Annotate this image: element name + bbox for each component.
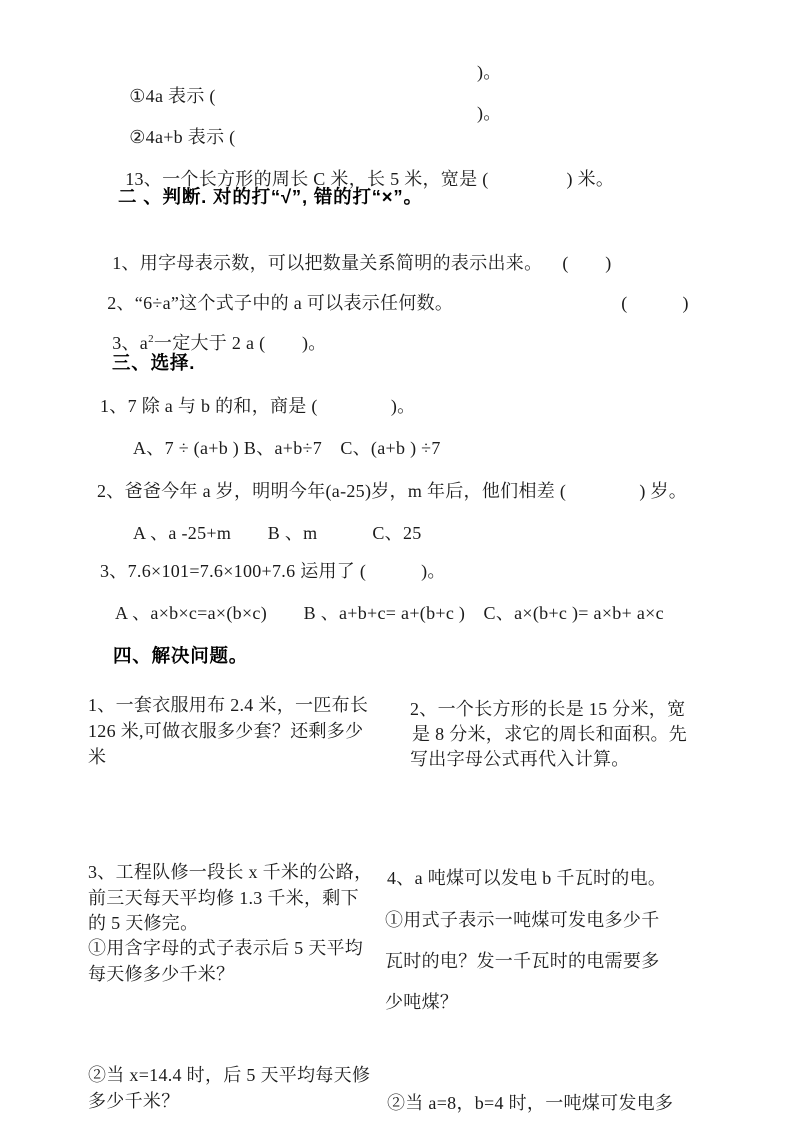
solve-p4-sub1-line-2: 瓦时的电？发一千瓦时的电需要多 [385, 951, 660, 971]
solve-p3-line-1: 3、工程队修一段长 x 千米的公路， [88, 862, 373, 882]
solve-p4-sub1-line-3: 少吨煤？ [385, 992, 459, 1012]
solve-section-heading: 四、解决问题。 [113, 645, 249, 666]
solve-p1-line-2: 126 米,可做衣服多少套？还剩多少 [88, 721, 364, 741]
fill-item-1-text: ①4a 表示 ( [129, 86, 216, 106]
fill-item-13-blank [489, 184, 567, 185]
judge-item-2-text: 2、“6÷a”这个式子中的 a 可以表示任何数。 [107, 293, 454, 313]
choice-q3-options: A 、a×b×c=a×(b×c) B 、a+b+c= a+(b+c ) C、a×(b+c )= a×b+ a×c [115, 603, 664, 623]
solve-p1-line-3: 米 [88, 747, 107, 767]
solve-p4-sub2-line: ②当 a=8，b=4 时，一吨煤可发电多 [387, 1093, 674, 1113]
solve-p3-sub2-line-1: ②当 x=14.4 时，后 5 天平均每天修 [88, 1065, 371, 1085]
fill-item-2-text: ②4a+b 表示 ( [129, 127, 236, 147]
solve-p2-line-3: 写出字母公式再代入计算。 [410, 749, 630, 769]
solve-p4-sub1-line-1: ①用式子表示一吨煤可发电多少千 [385, 910, 660, 930]
solve-p4-line-1: 4、a 吨煤可以发电 b 千瓦时的电。 [387, 868, 667, 888]
judge-item-3-post: 一定大于 2 a ( )。 [153, 333, 327, 353]
judge-section-heading: 二 、判断. 对的打“√”, 错的打“×”。 [118, 186, 423, 207]
solve-p3-sub1-line-1: ①用含字母的式子表示后 5 天平均 [88, 938, 364, 958]
solve-p1-line-1: 1、一套衣服用布 2.4 米，一匹布长 [88, 695, 369, 715]
choice-q1: 1、7 除 a 与 b 的和，商是 ( )。 [100, 396, 416, 416]
choice-q2-options: A 、a -25+m B 、m C、25 [133, 523, 422, 543]
solve-p2-line-2: 是 8 分米，求它的周长和面积。先 [412, 724, 688, 744]
judge-item-3-pre: 3、a [112, 333, 149, 353]
fill-item-13-text: 13、一个长方形的周长 C 米，长 5 米，宽是 ( [125, 169, 489, 189]
solve-p2-line-1: 2、一个长方形的长是 15 分米，宽 [410, 699, 686, 719]
fill-item-2-blank-close: )。 [477, 103, 502, 123]
judge-item-3-superscript: 2 [148, 333, 154, 345]
choice-q1-options: A、7 ÷ (a+b ) B、a+b÷7 C、(a+b ) ÷7 [133, 438, 441, 458]
choice-q2: 2、爸爸今年 a 岁，明明今年(a-25)岁，m 年后，他们相差 ( ) 岁。 [97, 481, 688, 501]
solve-p3-line-2: 前三天每天平均修 1.3 千米，剩下 [88, 888, 359, 908]
judge-item-1-parens: ( ) [562, 253, 612, 273]
solve-p3-line-3: 的 5 天修完。 [88, 913, 199, 933]
solve-p3-sub1-line-2: 每天修多少千米？ [88, 964, 235, 984]
choice-section-heading: 三、选择. [112, 352, 196, 373]
fill-item-13-close: ) 米。 [566, 169, 615, 189]
judge-item-2-parens: ( ) [621, 293, 689, 313]
choice-q3: 3、7.6×101=7.6×100+7.6 运用了 ( )。 [100, 561, 446, 581]
fill-item-1-blank-close: )。 [477, 62, 502, 82]
solve-p3-sub2-line-2: 多少千米？ [88, 1091, 180, 1111]
judge-item-1-text: 1、用字母表示数，可以把数量关系简明的表示出来。 [112, 253, 543, 273]
